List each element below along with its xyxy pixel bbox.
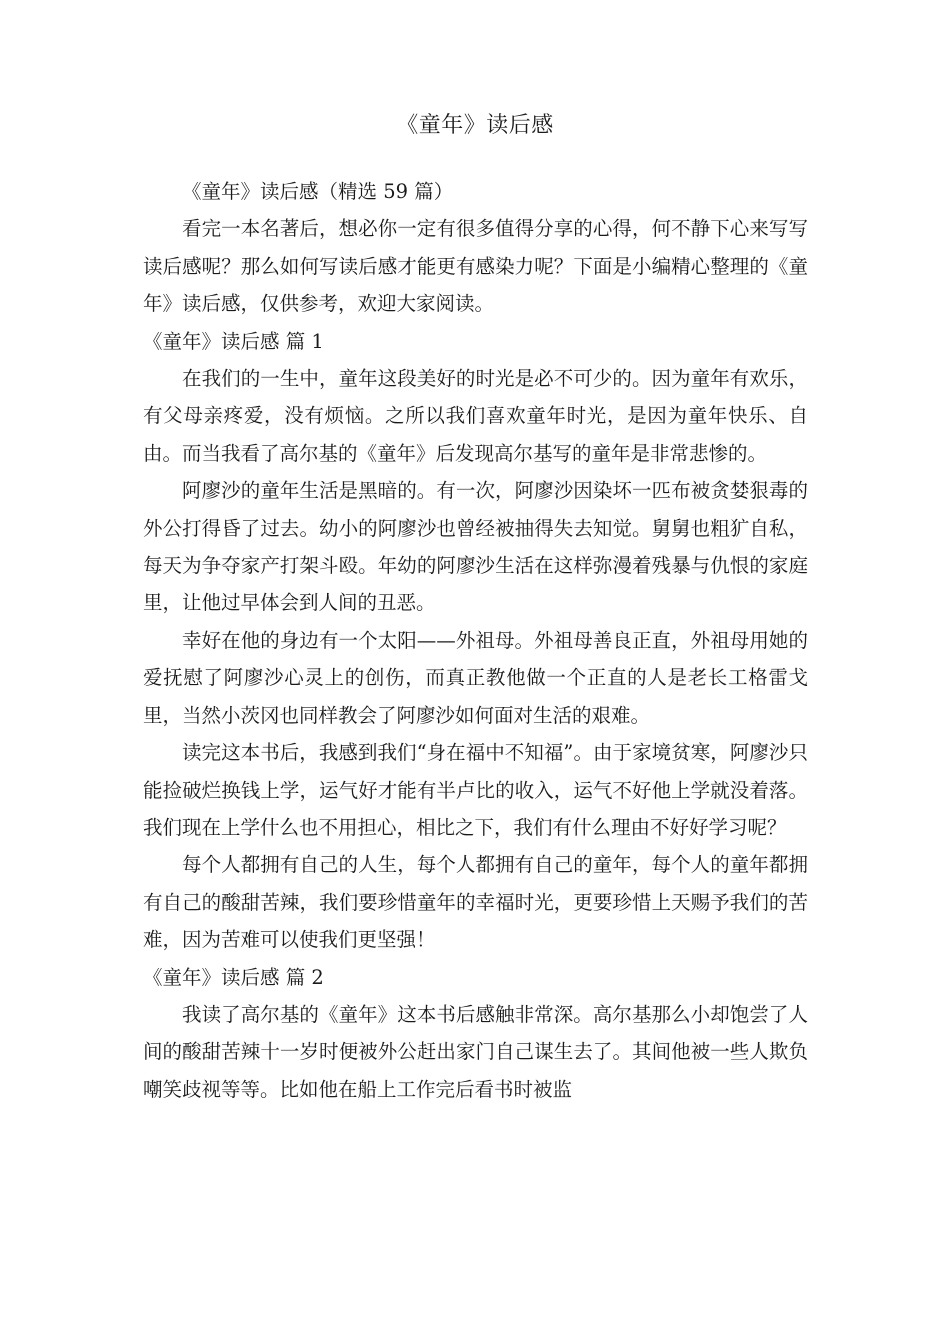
document-subtitle: 《童年》读后感（精选 59 篇） bbox=[182, 180, 454, 203]
paragraph: 阿廖沙的童年生活是黑暗的。有一次，阿廖沙因染坏一匹布被贪婪狠毒的外公打得昏了过去。幼小的阿廖沙也曾经被抽得失去知觉。舅舅也粗犷自私，每天为争夺家产打架斗殴。年幼的阿廖沙生活在这样弥漫着残暴与仇恨的家庭里，让他过早体会到人间的丑恶。 bbox=[143, 479, 808, 615]
intro-paragraph: 看完一本名著后，想必你一定有很多值得分享的心得，何不静下心来写写读后感呢？那么如何写读后感才能更有感染力呢？下面是小编精心整理的《童年》读后感，仅供参考，欢迎大家阅读。 bbox=[143, 217, 808, 316]
section-heading-2: 《童年》读后感 篇 2 bbox=[143, 965, 324, 989]
document-title: 《童年》读后感 bbox=[396, 113, 554, 138]
document-body bbox=[143, 173, 808, 1108]
paragraph: 每个人都拥有自己的人生，每个人都拥有自己的童年，每个人的童年都拥有自己的酸甜苦辣，我们要珍惜童年的幸福时光，更要珍惜上天赐予我们的苦难，因为苦难可以使我们更坚强！ bbox=[143, 853, 808, 952]
paragraph: 在我们的一生中，童年这段美好的时光是必不可少的。因为童年有欢乐，有父母亲疼爱，没有烦恼。之所以我们喜欢童年时光，是因为童年快乐、自由。而当我看了高尔基的《童年》后发现高尔基写的童年是非常悲惨的。 bbox=[143, 367, 808, 465]
paragraph: 我读了高尔基的《童年》这本书后感触非常深。高尔基那么小却饱尝了人间的酸甜苦辣十一岁时便被外公赶出家门自己谋生去了。其间他被一些人欺负嘲笑歧视等等。比如他在船上工作完后看书时被监 bbox=[143, 1002, 808, 1101]
paragraph: 幸好在他的身边有一个太阳——外祖母。外祖母善良正直，外祖母用她的爱抚慰了阿廖沙心灵上的创伤，而真正教他做一个正直的人是老长工格雷戈里，当然小茨冈也同样教会了阿廖沙如何面对生活的艰难。 bbox=[143, 628, 808, 727]
section-heading-1: 《童年》读后感 篇 1 bbox=[143, 329, 324, 353]
paragraph: 读完这本书后，我感到我们“身在福中不知福”。由于家境贫寒，阿廖沙只能捡破烂换钱上学，运气好才能有半卢比的收入，运气不好他上学就没着落。我们现在上学什么也不用担心，相比之下，我们有什么理由不好好学习呢？ bbox=[143, 741, 808, 839]
